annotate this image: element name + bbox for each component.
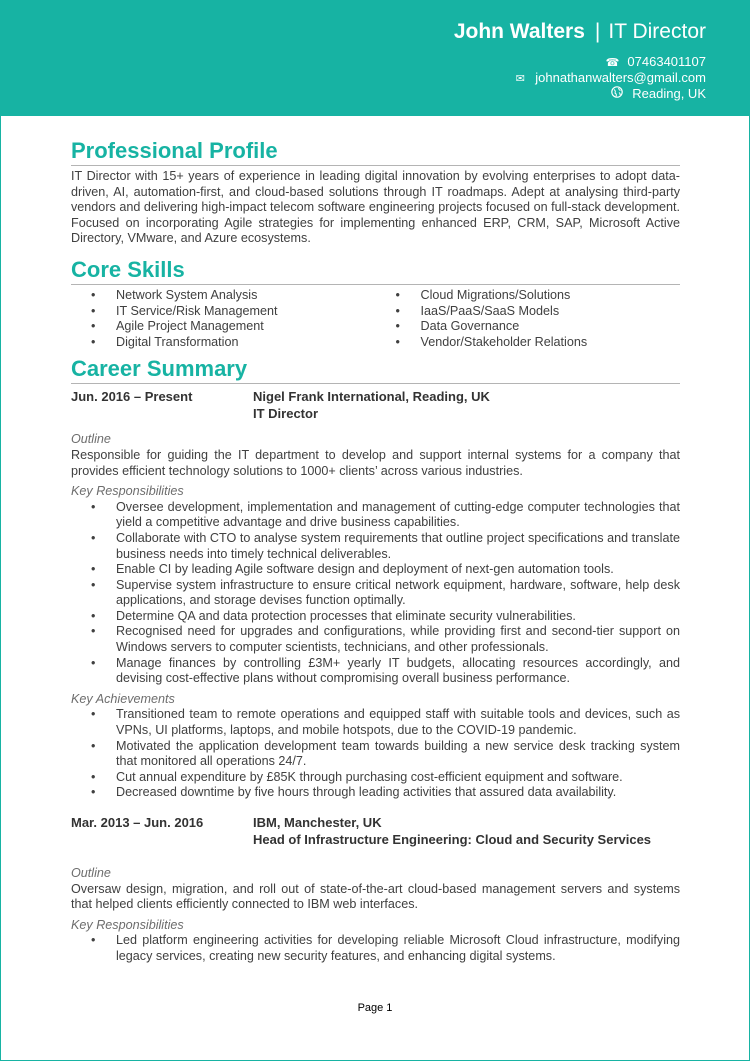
profile-text: IT Director with 15+ years of experience in leading digital innovation by evolving enterprises to adopt data-driven, AI, automation-first, and cloud-based solutions through IT roadmaps. Adept at analysing third-party vendors and delivering high-impact telecom software engineering projects focused on full-stack development. Focused on incorporating Agile strategies for implementing enhanced ERP, CRM, SAP, Microsoft Active Directory, VMware, and Azure ecosystems. <box>71 169 680 246</box>
skill-item: • IaaS/PaaS/SaaS Models <box>376 304 681 320</box>
responsibilities-list <box>71 500 680 687</box>
job-header <box>71 814 680 848</box>
responsibilities-label: Key Responsibilities <box>71 917 184 932</box>
list-item: • Collaborate with CTO to analyse system requirements that outline project specifications and translate business needs into timely technical deliverables. <box>71 531 680 562</box>
phone-icon: ☎ <box>605 57 620 69</box>
email-address: johnathanwalters@gmail.com <box>535 70 706 85</box>
list-item: • Motivated the application development team towards building a new service desk tracking system that monitored all operations 24/7. <box>71 739 680 770</box>
job-role: IT Director <box>253 406 319 422</box>
contact-phone <box>605 54 706 69</box>
list-item: • Enable CI by leading Agile software design and deployment of next-gen automation tools. <box>71 562 680 578</box>
list-item: • Manage finances by controlling £3M+ yearly IT budgets, allocating resources accordingly, and devising cost-effective plans without compromising overall business performance. <box>71 656 680 687</box>
responsibilities-label: Key Responsibilities <box>71 484 184 499</box>
outline-label: Outline <box>71 432 111 447</box>
candidate-name: John Walters <box>453 20 585 43</box>
envelope-icon: ✉ <box>515 73 525 85</box>
skills-heading: Core Skills <box>71 257 680 285</box>
profile-heading: Professional Profile <box>71 138 680 166</box>
skill-item: • Agile Project Management <box>71 319 376 335</box>
list-item: • Decreased downtime by five hours through leading activities that assured data availability. <box>71 785 680 801</box>
location-text: Reading, UK <box>632 86 706 101</box>
title-separator: | <box>594 20 601 43</box>
job-employer-block <box>253 814 651 848</box>
job-company: IBM, Manchester, UK <box>253 815 382 830</box>
job-company: Nigel Frank International, Reading, UK <box>253 389 490 405</box>
skill-item: • Cloud Migrations/Solutions <box>376 288 681 304</box>
list-item: • Cut annual expenditure by £85K through purchasing cost-efficient equipment and software. <box>71 770 680 786</box>
list-item: • Recognised need for upgrades and configurations, while providing first and second-tier support on Windows servers to computer scientists, technicians, and other professionals. <box>71 624 680 655</box>
job-role: Head of Infrastructure Engineering: Cloud and Security Services <box>253 832 652 847</box>
outline-label: Outline <box>71 866 111 880</box>
job-outline: Responsible for guiding the IT department to develop and support internal systems for a company that provides efficient technology solutions to 1000+ clients’ across various industries. <box>71 447 680 478</box>
list-item: • Led platform engineering activities for developing reliable Microsoft Cloud infrastructure, modifying legacy services, creating new security features, and enhancing digital systems. <box>71 933 680 964</box>
achievements-list <box>71 707 680 801</box>
job-dates: Mar. 2013 – Jun. 2016 <box>71 815 204 830</box>
job-header <box>71 388 680 422</box>
phone-number: 07463401107 <box>627 54 706 69</box>
contact-email <box>513 70 706 85</box>
contact-location <box>610 86 706 101</box>
skill-item: • Network System Analysis <box>71 288 376 304</box>
list-item: • Determine QA and data protection processes that eliminate security vulnerabilities. <box>71 609 680 625</box>
list-item: • Oversee development, implementation and management of cutting-edge computer technologies that yield a competitive advantage and drive business capabilities. <box>71 500 680 531</box>
job-dates: Jun. 2016 – Present <box>71 389 193 405</box>
skill-item: • Digital Transformation <box>71 335 376 351</box>
skill-item: • Vendor/Stakeholder Relations <box>376 335 681 351</box>
page-number: Page 1 <box>357 1002 393 1014</box>
achievements-label: Key Achievements <box>71 691 175 706</box>
job-employer-block <box>253 388 490 422</box>
list-item: • Supervise system infrastructure to ensure critical network equipment, hardware, software, help desk applications, and storage devises function optimally. <box>71 578 680 609</box>
skills-column-right <box>376 288 681 350</box>
name-title-line <box>454 20 706 44</box>
responsibilities-list <box>71 933 680 964</box>
skill-item: • IT Service/Risk Management <box>71 304 376 320</box>
resume-body <box>71 138 680 965</box>
career-heading: Career Summary <box>71 356 680 384</box>
skills-column-left <box>71 288 376 350</box>
job-outline: Oversaw design, migration, and roll out of state-of-the-art cloud-based management servers and systems that helped clients efficiently connected to IBM web interfaces. <box>71 881 680 912</box>
globe-icon <box>610 86 624 101</box>
list-item: • Transitioned team to remote operations and equipped staff with suitable tools and devices, such as VPNs, UI platforms, laptops, and mobile hotspots, due to the COVID-19 pandemic. <box>71 707 680 738</box>
header-banner <box>0 0 750 116</box>
job-title: IT Director <box>608 20 706 43</box>
skills-list <box>71 288 680 350</box>
skill-item: • Data Governance <box>376 319 681 335</box>
